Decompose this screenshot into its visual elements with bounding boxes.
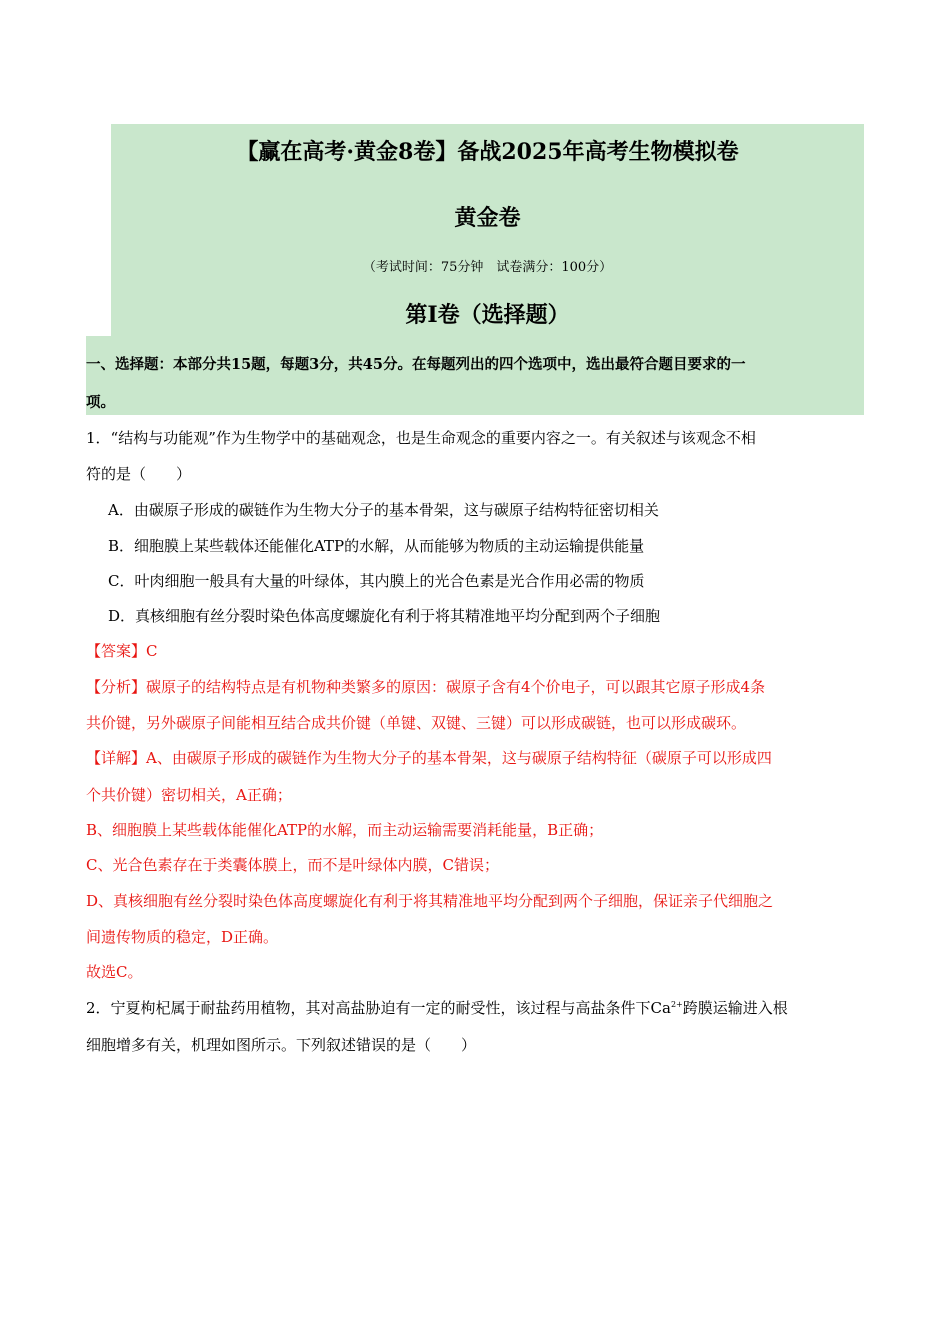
- q1-analysis-line-2: 共价键，另外碳原子间能相互结合成共价键（单键、双键、三键）可以形成碳链，也可以形成碳环。: [86, 714, 747, 732]
- q1-analysis-line-1: 【分析】碳原子的结构特点是有机物种类繁多的原因：碳原子含有4个价电子，可以跟其它原子形成4条: [86, 678, 766, 696]
- q1-stem-line-1: 1．“结构与功能观”作为生物学中的基础观念，也是生命观念的重要内容之一。有关叙述与该观念不相: [86, 429, 756, 447]
- q1-answer: 【答案】C: [86, 642, 158, 660]
- volume-title: 第I卷（选择题）: [405, 302, 570, 328]
- q2-ion-charge: 2+: [670, 1000, 683, 1009]
- q1-detail-d-line-2: 间遗传物质的稳定，D正确。: [86, 928, 279, 946]
- q1-conclusion: 故选C。: [86, 963, 143, 981]
- q1-option-a: A．由碳原子形成的碳链作为生物大分子的基本骨架，这与碳原子结构特征密切相关: [108, 501, 659, 519]
- q1-option-b: B．细胞膜上某些载体还能催化ATP的水解，从而能够为物质的主动运输提供能量: [108, 537, 645, 555]
- q1-detail-line-1: 【详解】A、由碳原子形成的碳链作为生物大分子的基本骨架，这与碳原子结构特征（碳原子可以形成四: [86, 749, 772, 767]
- instructions-line-2: 项。: [86, 394, 115, 411]
- q1-detail-b: B、细胞膜上某些载体能催化ATP的水解，而主动运输需要消耗能量，B正确；: [86, 821, 604, 839]
- q1-detail-c: C、光合色素存在于类囊体膜上，而不是叶绿体内膜，C错误；: [86, 856, 499, 874]
- q1-option-d: D．真核细胞有丝分裂时染色体高度螺旋化有利于将其精准地平均分配到两个子细胞: [108, 607, 661, 625]
- q2-stem-text-pre: 2．宁夏枸杞属于耐盐药用植物，其对高盐胁迫有一定的耐受性，该过程与高盐条件下Ca: [86, 999, 671, 1017]
- q1-detail-line-2: 个共价键）密切相关，A正确；: [86, 786, 292, 804]
- q2-stem-line-1: [86, 998, 788, 1018]
- q1-detail-d-line-1: D、真核细胞有丝分裂时染色体高度螺旋化有利于将其精准地平均分配到两个子细胞，保证亲子代细胞之: [86, 892, 774, 910]
- main-title: 【赢在高考·黄金8卷】备战2025年高考生物模拟卷: [236, 139, 739, 165]
- instructions-background: [86, 336, 864, 415]
- instructions-line-1: 一、选择题：本部分共15题，每题3分，共45分。在每题列出的四个选项中，选出最符合题目要求的一: [86, 356, 746, 373]
- q2-stem-line-2: 细胞增多有关，机理如图所示。下列叙述错误的是（ ）: [86, 1036, 477, 1054]
- q1-option-c: C．叶肉细胞一般具有大量的叶绿体，其内膜上的光合色素是光合作用必需的物质: [108, 572, 645, 590]
- sub-title: 黄金卷: [454, 205, 521, 231]
- q2-stem-text-post: 跨膜运输进入根: [682, 999, 788, 1017]
- exam-info: （考试时间：75分钟 试卷满分：100分）: [362, 260, 613, 275]
- q1-stem-line-2: 符的是（ ）: [86, 465, 192, 483]
